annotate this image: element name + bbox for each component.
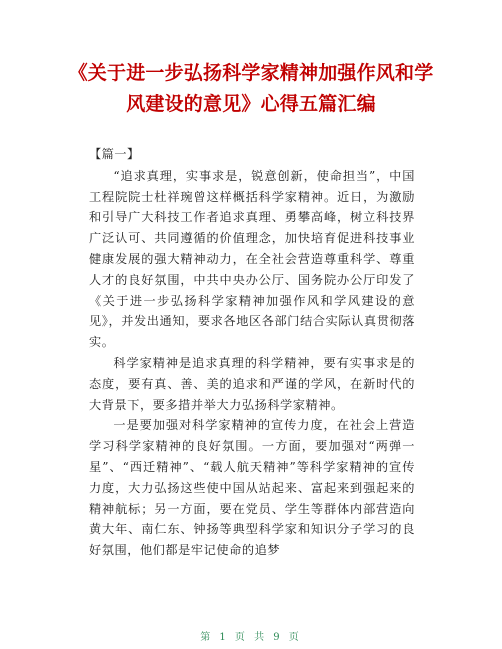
page-footer: 第 1 页 共 9 页 [200, 632, 302, 643]
document-title: 《关于进一步弘扬科学家精神加强作风和学风建设的意见》心得五篇汇编 [68, 62, 434, 115]
section-label: 【篇一】 [89, 147, 140, 161]
paragraph-2: 科学家精神是追求真理的科学精神，要有实事求是的态度，要有真、善、美的追求和严谨的学风，在新时代的大背景下，要多措并举大力弘扬科学家精神。 [89, 355, 415, 412]
paragraph-3: 一是要加强对科学家精神的宣传力度，在社会上营造学习科学家精神的良好氛围。一方面，要加强对“两弹一星”、“西迁精神”、“载人航天精神”等科学家精神的宣传力度，大力弘扬这些使中国从站起来、富起来到强起来的精神航标；另一方面，要在党员、学生等群体内部营造向黄大年、南仁东、钟扬等典型科学家和知识分子学习的良好氛围，他们都是牢记使命的追梦 [89, 418, 415, 558]
document-body [89, 144, 415, 561]
paragraph-1: “追求真理，实事求是，锐意创新，使命担当”，中国工程院院士杜祥琬曾这样概括科学家精神。近日，为激励和引导广大科技工作者追求真理、勇攀高峰，树立科技界广泛认可、共同遵循的价值理念，加快培育促进科技事业健康发展的强大精神动力，在全社会营造尊重科学、尊重人才的良好氛围，中共中央办公厅、国务院办公厅印发了《关于进一步弘扬科学家精神加强作风和学风建设的意见》，并发出通知，要求各地区各部门结合实际认真贯彻落实。 [89, 168, 415, 350]
